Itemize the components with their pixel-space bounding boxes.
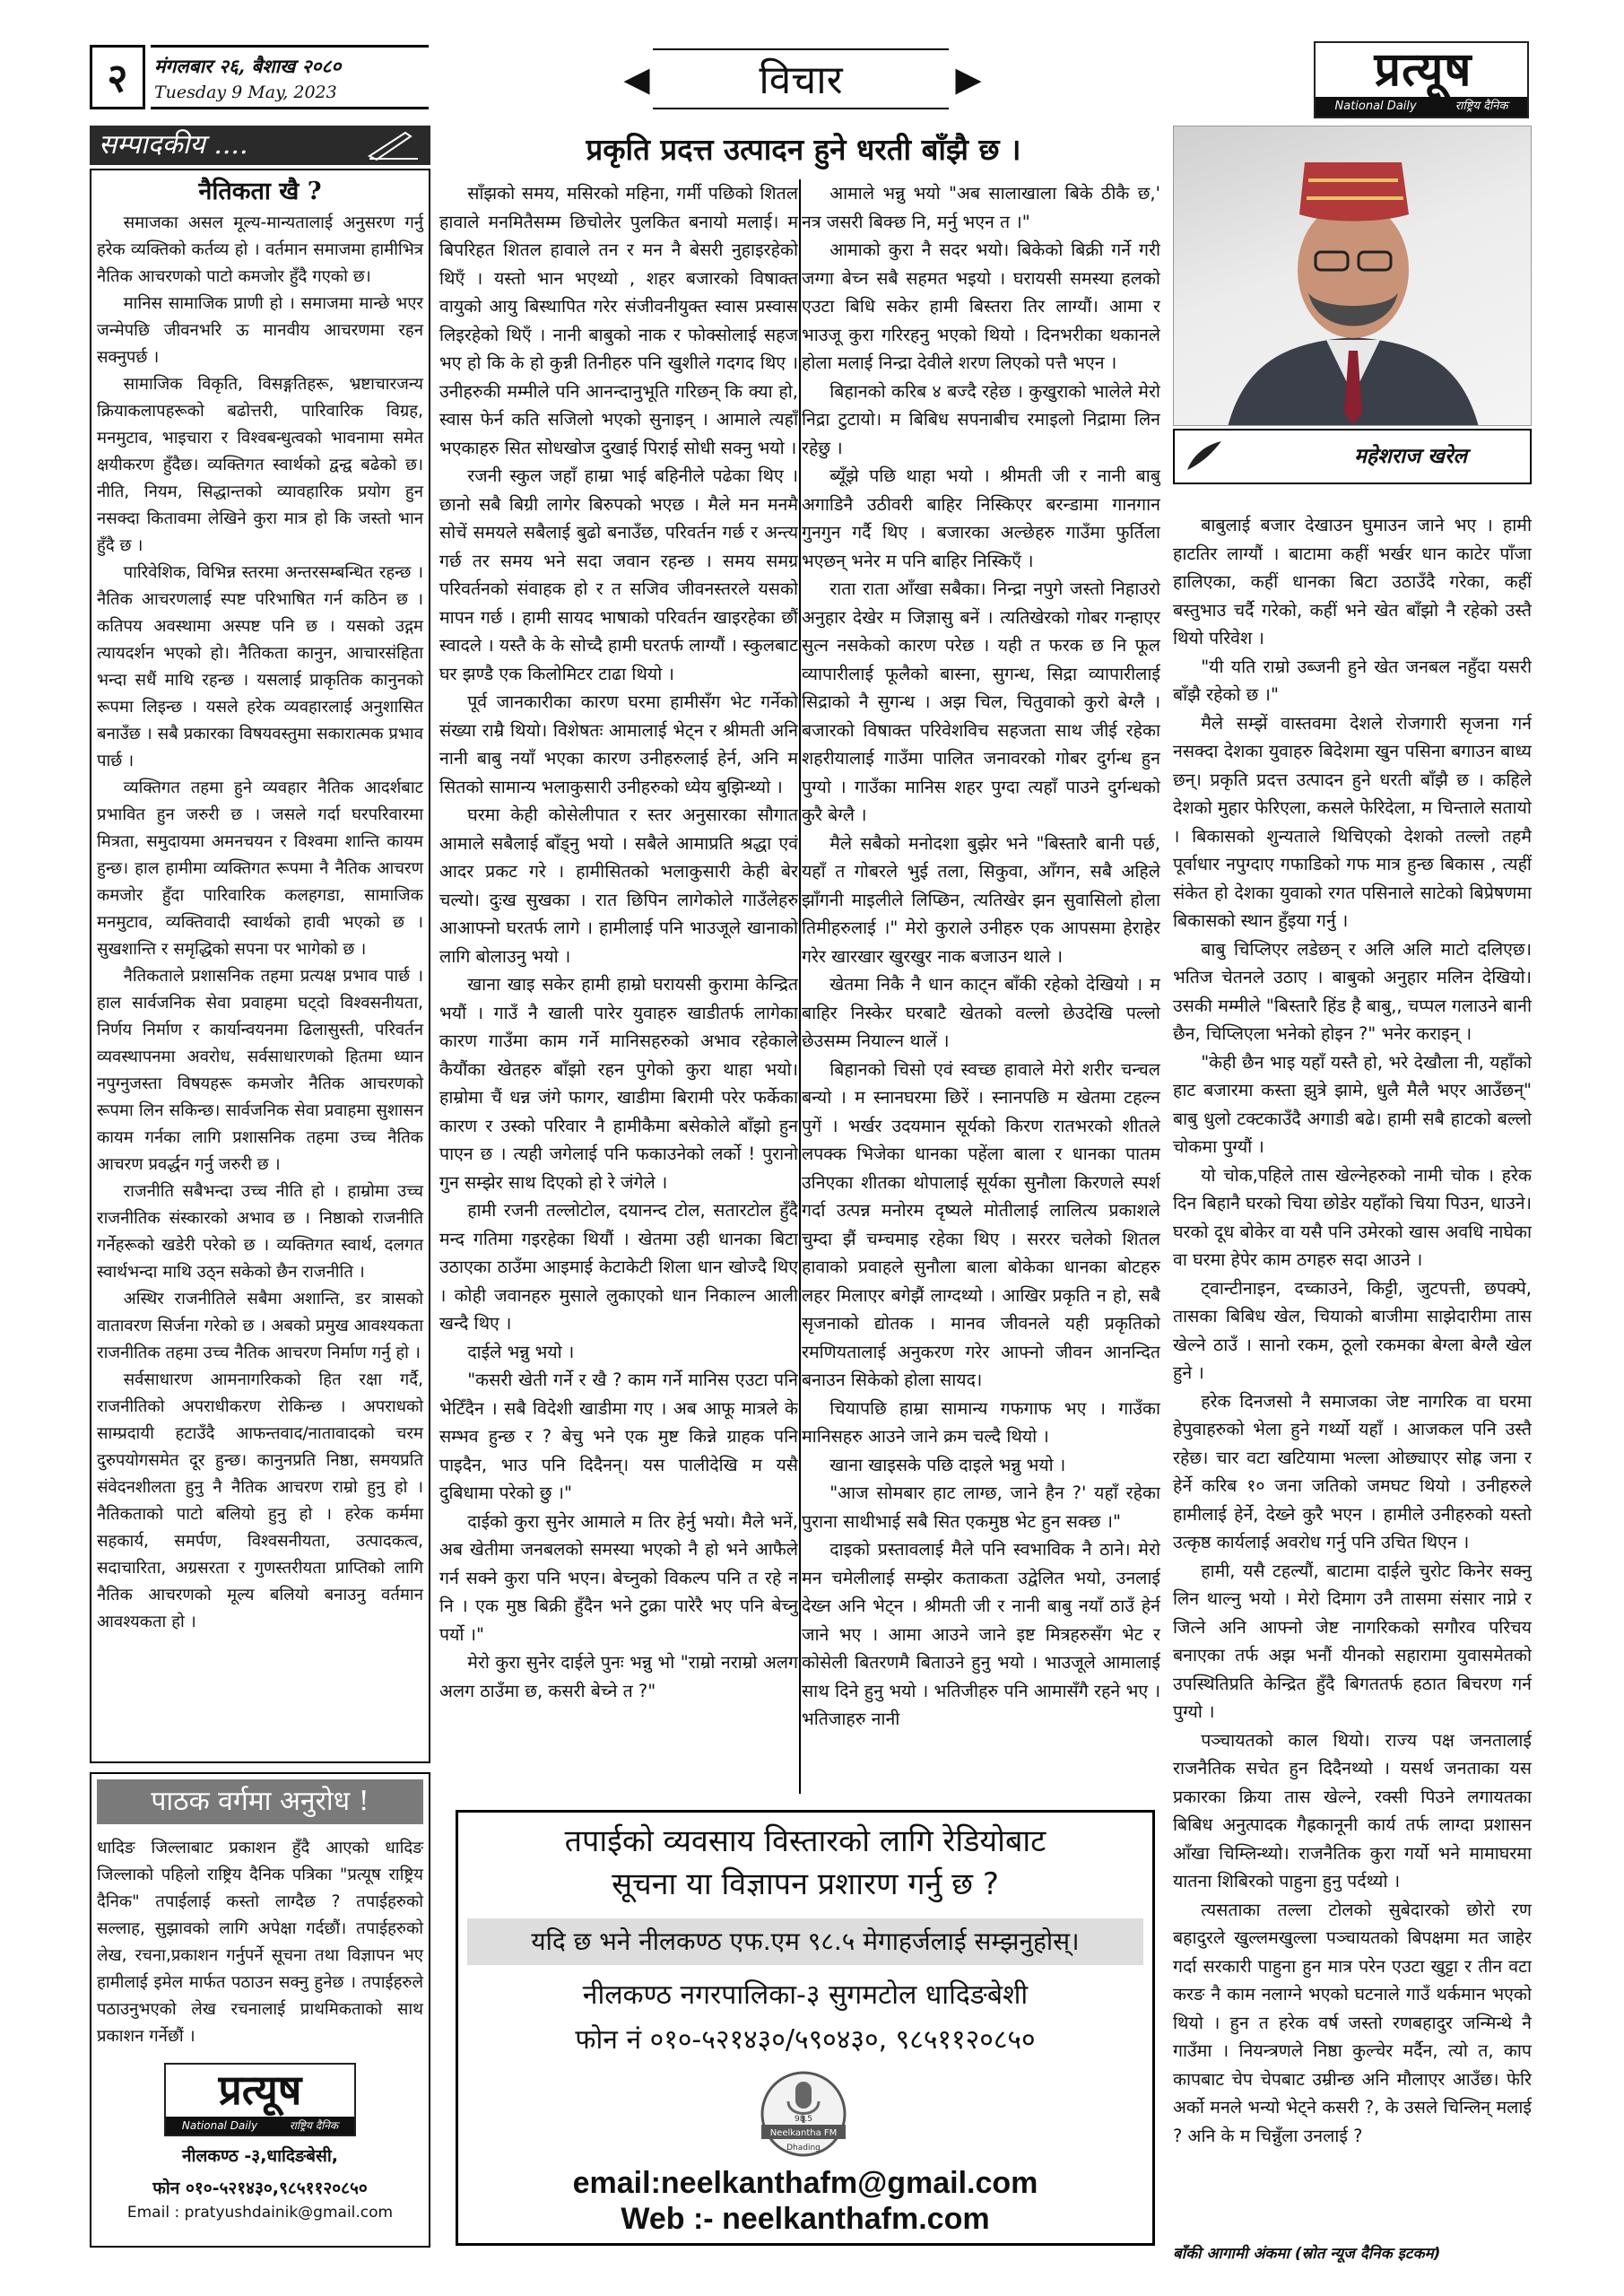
- article-paragraph: बिहानको करिब ४ बज्दै रहेछ । कुखुराको भालेले मेरो निद्रा टुटायो। म बिबिध सपनाबीच रमाइलो निद्रामा लिन रहेछु ।: [802, 380, 1160, 458]
- reader-email: Email : pratyushdainik@gmail.com: [126, 2204, 394, 2222]
- article-paragraph: "आज सोमबार हाट लाग्छ, जाने हैन ?' यहाँ रहेका पुराना साथीभाई सबै सित एकमुष्ठ भेट हुन सक्छ ।": [802, 1483, 1160, 1532]
- emblem-text: Neelkantha FM: [769, 2128, 838, 2138]
- article-paragraph: दाईले भन्नु भयो ।: [467, 1341, 575, 1362]
- newspaper-logo-text: प्रत्यूष: [218, 2066, 302, 2114]
- ad-line-2: सूचना या विज्ञापन प्रशारण गर्नु छ ?: [612, 1866, 999, 1902]
- editorial-label: [90, 126, 430, 165]
- logo-tag-right: राष्ट्रिय दैनिक: [289, 2119, 339, 2132]
- article-paragraph: घरमा केही कोसेलीपात र स्तर अनुसारका सौगात आमाले सबैलाई बाँड्नु भयो । सबैले आमाप्रति श्रद्धा एवं आदर प्रकट गरे । हामीसितको भलाकुसारी केही बेर चल्यो। दुःख सुखका । रात छिपिन लागेकोले गाउँलेहरु आआफ्नो घरतर्फ लागे । हामीलाई पनि भाउजूले खानाको लागि बोलाउनु भयो ।: [439, 804, 798, 967]
- left-arrow-icon: ◀: [623, 59, 650, 99]
- article-paragraph: राता राता आँखा सबैका। निन्द्रा नपुगे जस्तो निहाउरो अनुहार देखेर म जिज्ञासु बनें । त्यतिखेरको गोबर गन्हाएर सुत्न नसकेको कारण परेछ । यही त फरक छ नि फूल व्यापारीलाई फूलैको बास्ना, सुगन्ध, सिद्रा व्यापारीलाई सिद्राको नै सुगन्ध । अझ चिल, चितुवाको कुरो बेग्लै । बजारको विषाक्त परिवेशविच सहजता साथ जीई रहेका शहरीयालाई गाउँमा पालित जनावरको गोबर दुर्गन्ध हुन पुग्यो । गाउँका मानिस शहर पुग्दा त्यहाँ पाउने दुर्गन्धको कुरै बेग्लै ।: [802, 578, 1160, 825]
- section-title: विचार: [653, 48, 949, 109]
- right-arrow-icon: ▶: [955, 59, 982, 99]
- pen-icon: [366, 129, 420, 161]
- editorial-paragraph: सर्वसाधारण आमनागरिकको हित रक्षा गर्दै, राजनीतिको अपराधीकरण रोकिन्छ । अपराधको साम्प्रदायी हटाउँदै आफन्तवाद/नातावादको चरम दुरुपयोगसमेत दूर हुन्छ। कानुनप्रति निष्ठा, समयप्रति संवेदनशीलता हुनु नै नैतिक आचरण राम्रो हुनु हो । नैतिकताको पाटो बलियो हुनु हो । हरेक कर्ममा सहकार्य, समर्पण, विश्वसनीयता, उत्पादकत्व, सदाचारिता, अग्रसरता र गुणस्तरीयता प्राप्तिको लागि नैतिक आचरणको मूल्य बलियो बनाउनु वर्तमान आवश्यकता हो ।: [97, 1370, 423, 1631]
- article-paragraph: पञ्चायतको काल थियो। राज्य पक्ष जनतालाई राजनैतिक सचेत हुन दिदैनथ्यो । यसर्थ जनताका यस प्रकारका क्रिया तास खेल्ने, रक्सी पिउने लगायतका बिबिध अनुत्पादक गैह्रकानूनी कार्य तर्फ लाग्दा प्रशासन आँखा चिम्लिन्थ्यो। राजनैतिक कुरा गर्यो भने मामाघरमा यातना शिबिरको पाहुना हुनु पर्दथ्यो ।: [1173, 1729, 1532, 1892]
- article-paragraph: बाबु चिप्लिएर लडेछन् र अलि अलि माटो दलिएछ। भतिज चेतनले उठाए । बाबुको अनुहार मलिन देखियो। उसकी मम्मीले "बिस्तारै हिंड है बाबु,, चप्पल गलाउने बानी छैन, चिप्लिएला भनेको होइन ?" भनेर कराइन् ।: [1173, 938, 1532, 1044]
- article-paragraph: दाइको प्रस्तावलाई मैले पनि स्वभाविक नै ठाने। मेरो मन चमेलीलाई सम्झेर कताकता उद्वेलित भयो, उनलाई देख्न अनि भेट्न । श्रीमती जी र नानी बाबु नयाँ ठाउँ हेर्न जाने भए । आमा आउने जाने इष्ट मित्रहरुसँग भेट र कोसेली बितरणमै बिताउने हुनु भयो । भाउजूले आमालाई साथ दिने हुनु भयो । भतिजीहरु पनि आमासँगै रहने भए । भतिजाहरु नानी: [802, 1539, 1160, 1729]
- page-number: २: [90, 45, 145, 109]
- emblem-freq: 98.5: [794, 2115, 813, 2124]
- article-paragraph: चियापछि हाम्रा सामान्य गफगाफ भए । गाउँका मानिसहरु आउने जाने क्रम चल्दै थियो ।: [802, 1397, 1160, 1447]
- editorial-paragraph: नैतिकताले प्रशासनिक तहमा प्रत्यक्ष प्रभाव पार्छ । हाल सार्वजनिक सेवा प्रवाहमा घट्दो विश्वसनीयता, निर्णय निर्माण र कार्यान्वयनमा ढिलासुस्ती, परिवर्तन व्यवस्थापनमा अवरोध, सर्वसाधारणको हितमा ध्यान नपुग्नुजस्ता विषयहरू कमजोर नैतिक आचरणको रूपमा लिन सकिन्छ। सार्वजनिक सेवा प्रवाहमा सुशासन कायम गर्नका लागि प्रशासनिक तहमा उच्च नैतिक आचरण प्रवर्द्धन गर्नु जरुरी छ ।: [97, 967, 423, 1174]
- reader-address: नीलकण्ठ -३,धादिङबेसी,: [182, 2146, 338, 2166]
- masthead-tag-left: National Daily: [1334, 100, 1417, 113]
- article-paragraph: खाना खाइसके पछि दाइले भन्नु भयो ।: [829, 1454, 1066, 1475]
- editorial-column: [90, 169, 430, 1763]
- ad-website: Web :- neelkanthafm.com: [621, 2202, 990, 2236]
- newspaper-logo: [164, 2063, 356, 2136]
- emblem-place: Dhading: [786, 2144, 821, 2152]
- editorial-title: नैतिकता खै ?: [198, 178, 322, 205]
- article-paragraph: यो चोक,पहिले तास खेल्नेहरुको नामी चोक । हरेक दिन बिहानै घरको चिया छोडेर यहाँको चिया पिउन, धाउने। घरको दूध बोकेर वा यसै पनि उमेरको खास अवधि नाघेका वा घरमा हेपेर काम ठगहरु सदा आउने ।: [1173, 1164, 1532, 1270]
- article-paragraph: खेतमा निकै नै धान काट्न बाँकी रहेको देखियो । म बाहिर निस्केर घरबाटै खेतको वल्लो छेउदेखि पल्लो छेउसम्म नियाल्न थालें ।: [802, 974, 1160, 1051]
- date-block: [151, 45, 429, 109]
- article-paragraph: त्यसताका तल्ला टोलको सुबेदारको छोरो रण बहादुरले खुल्लमखुल्ला पञ्चायतको बिपक्षमा मत जाहेर गर्दा सरकारी पाहुना हुन मात्र परेन एउटा खुट्टा र तीन वटा करङ नै काम नलाग्ने भएको घटनाले गाउँ थर्कमान भएको थियो । हुन त हरेक वर्ष जस्तो रणबहादुर जन्मिन्थे नै गाउँमा । नियन्त्रणले निष्ठा कुल्चेर मर्दैन, त्यो त, काप कापबाट चेप चेपबाट उम्रीन्छ अनि मौलाएर आउँछ। फेरि अर्को मनले भन्यो भेट्ने कसरी ?, के उसले चिन्लिन् मलाई ? अनि के म चिन्नुँला उनलाई ?: [1173, 1899, 1532, 2146]
- article-column-2: [802, 179, 1160, 1794]
- editorial-paragraph: राजनीति सबैभन्दा उच्च नीति हो । हाम्रोमा उच्च राजनीतिक संस्कारको अभाव छ । निष्ठाको राजनीति गर्नेहरूको खडेरी परेको छ । व्यक्तिगत स्वार्थ, दलगत स्वार्थभन्दा माथि उठ्न सकेको छैन राजनीति ।: [97, 1182, 423, 1282]
- editorial-label-text: सम्पादकीय ....: [99, 129, 248, 161]
- continued-note: बाँकी आगामी अंकमा (स्रोत न्यूज दैनिक इटकम): [1173, 2245, 1441, 2263]
- article-column-1: [439, 179, 798, 1794]
- reader-request-text: धादिङ जिल्लाबाट प्रकाशन हुँदै आएको धादिङ जिल्लाको पहिलो राष्ट्रिय दैनिक पत्रिका "प्रत्यूष राष्ट्रिय दैनिक" तपाईलाई कस्तो लाग्दैछ ? तपाईहरुको सल्लाह, सुझावको लागि अपेक्षा गर्दछौं। तपाईहरुको लेख, रचना,प्रकाशन गर्नुपर्ने सूचना तथा विज्ञापन भए हामीलाई इमेल मार्फत पठाउन सक्नु हुनेछ । तपाईहरुले पठाउनुभएको लेख रचनालाई प्राथमिकताको साथ प्रकाशन गर्नेछौं ।: [97, 1839, 423, 2046]
- radio-advertisement: [456, 1810, 1155, 2246]
- article-paragraph: रजनी स्कुल जहाँ हाम्रा भाई बहिनीले पढेका थिए । छानो सबै बिग्री लागेर बिरुपको भएछ । मैले मन मनमै सोचें समयले सबैलाई बुढो बनाउँछ, परिवर्तन गर्छ र अन्त्य गर्छ तर समय भने सदा जवान रहन्छ । समय समग्र परिवर्तनको संवाहक हो र त सजिव जीवनस्तरले यसको मापन गर्छ । हामी सायद भाषाको परिवर्तन खाइरहेका छौं स्वादले । यस्तै के के सोच्दै हामी घरतर्फ लाग्यौं । स्कुलबाट घर झण्डै एक किलोमिटर टाढा थियो ।: [439, 465, 798, 684]
- editorial-paragraph: समाजका असल मूल्य-मान्यतालाई अनुसरण गर्नु हरेक व्यक्तिको कर्तव्य हो । वर्तमान समाजमा हामीभित्र नैतिक आचरणको पाटो कमजोर हुँदै गएको छ।: [97, 213, 423, 286]
- editorial-paragraph: व्यक्तिगत तहमा हुने व्यवहार नैतिक आदर्शबाट प्रभावित हुन जरुरी छ । जसले गर्दा घरपरिवारमा मित्रता, समुदायमा अमनचयन र विश्वमा शान्ति कायम हुन्छ। हाल हामीमा व्यक्तिगत रूपमा नै नैतिक आचरण कमजोर हुँदा पारिवारिक कलहगडा, सामाजिक मनमुटाव, व्यक्तिवादी स्वार्थको हावी भएको छ । सुखशान्ति र समृद्धिको सपना पर भागेको छ ।: [97, 778, 423, 959]
- article-paragraph: दाईको कुरा सुनेर आमाले म तिर हेर्नु भयो। मैले भनें, अब खेतीमा जनबलको समस्या भएको नै हो भने आफैले गर्न सक्ने कुरा पनि भएन। बेच्नुको विकल्प पनि त रहे न नि । एक मुष्ठ बिक्री हुँदैन भने टुक्रा पारेरै भए पनि बेच्नु पर्यो ।": [439, 1510, 798, 1645]
- ad-line-5: फोन नं ०१०-५२१४३०/५९०४३०, ९८५११२०८५०: [575, 2024, 1036, 2056]
- article-paragraph: आमाको कुरा नै सदर भयो। बिकेको बिक्री गर्ने गरी जग्गा बेच्न सबै सहमत भइयो । घरायसी समस्या हलको एउटा बिधि सकेर हामी बिस्तरा तिर लाग्यौं। आमा र भाउजू कुरा गरिरहनु भएको थियो । दिनभरीका थकानले होला मलाई निन्द्रा देवीले शरण लिएको पत्तै भएन ।: [802, 239, 1160, 373]
- editorial-paragraph: अस्थिर राजनीतिले सबैमा अशान्ति, डर त्रासको वातावरण सिर्जना गरेको छ । अबको प्रमुख आवश्यकता राजनीतिक तहमा उच्च नैतिक आचरण निर्माण गर्नु हो ।: [97, 1290, 423, 1362]
- article-paragraph: ट्वान्टीनाइन, दच्काउने, किट्टी, जुटपत्ती, छपक्पे, तासका बिबिध खेल, चियाको बाजीमा साझेदारीमा तास खेल्ने ठाउँ । सानो रकम, ठूलो रकमका बेग्ला बेग्लै खेल हुने ।: [1173, 1277, 1532, 1383]
- article-paragraph: हामी, यसै टहल्यौं, बाटामा दाईले चुरोट किनेर सक्नु लिन थाल्नु भयो । मेरो दिमाग उनै तासमा संसार नाप्ने र जित्ने अनि आफ्नो जेष्ट नागरिकको सगौरव परिचय बनाएका तर्फ अझ भनौं यीनको सहारामा युवासमेतको उपस्थितिप्रति केन्द्रित हुँदै बिगततर्फ हठात बिचरण गर्न पुग्यो ।: [1173, 1560, 1532, 1722]
- article-paragraph: "यी यति राम्रो उब्जनी हुने खेत जनबल नहुँदा यसरी बाँझै रहेको छ ।": [1173, 656, 1532, 705]
- radio-station-logo-icon: [745, 2069, 862, 2159]
- article-paragraph: मेरो कुरा सुनेर दाईले पुनः भन्नु भो "राम्रो नराम्रो अलग अलग ठाउँमा छ, कसरी बेच्ने त ?": [439, 1652, 798, 1701]
- date-nepali: मंगलबार २६, बैशाख २०८०: [154, 55, 342, 77]
- ad-email: email:neelkanthafm@gmail.com: [572, 2166, 1038, 2200]
- masthead-tag-right: राष्ट्रिय दैनिक: [1455, 100, 1508, 113]
- logo-tag-left: National Daily: [181, 2119, 258, 2132]
- ad-line-1: तपाईको व्यवसाय विस्तारको लागि रेडियोबाट: [564, 1823, 1046, 1859]
- ad-line-3: यदि छ भने नीलकण्ठ एफ.एम ९८.५ मेगाहर्जलाई सम्झनुहोस्।: [467, 1918, 1143, 1965]
- editorial-paragraph: सामाजिक विकृति, विसङ्गतिहरू, भ्रष्टाचारजन्य क्रियाकलापहरूको बढोत्तरी, पारिवारिक विग्रह, मनमुटाव, भाइचारा र विश्वबन्धुत्वको भावनामा समेत क्षयीकरण हुँदैछ। व्यक्तिगत स्वार्थको द्वन्द्व बढेको छ। नीति, नियम, सिद्धान्तको व्यावहारिक प्रयोग हुन नसक्दा कितावमा लेखिने कुरा मात्र हो कि जस्तो भान हुँदै छ ।: [97, 375, 423, 555]
- reader-request-heading: पाठक वर्गमा अनुरोध !: [97, 1779, 423, 1824]
- date-english: Tuesday 9 May, 2023: [154, 83, 337, 102]
- author-name: महेशराज खरेल: [1354, 444, 1467, 468]
- masthead-logo: [1314, 41, 1529, 118]
- ad-line-4: नीलकण्ठ नगरपालिका-३ सुगमटोल धादिङबेशी: [582, 1979, 1029, 2011]
- newspaper-logo-tagline: [166, 2117, 354, 2135]
- article-paragraph: खाना खाइ सकेर हामी हाम्रो घरायसी कुरामा केन्द्रित भयौं । गाउँ नै खाली पारेर युवाहरु खाडीतर्फ लागेका कारण गाउँमा काम गर्ने मानिसहरुको अभाव रहेकाले कैयौंका खेतहरु बाँझो रहन पुगेको कुरा थाहा भयो। हाम्रोमा चैं धन्न जंगे फागर, खाडीमा बिरामी परेर फर्केका कारण र उस्को परिवार नै हामीकैमा बसेकोले बाँझो हुन पाएन छ । त्यही जगेलाई पनि फकाउनेको लर्को ! पुरानो गुन सम्झेर साथ दिएको हो रे जंगेले ।: [439, 974, 798, 1193]
- article-paragraph: ब्यूँझे पछि थाहा भयो । श्रीमती जी र नानी बाबु अगाडिनै उठीवरी बाहिर निस्किएर बरन्डामा गानगान गुनगुन गर्दै थिए । बजारका अल्छेहरु गाउँमा फुर्तिला भएछन् भनेर म पनि बाहिर निस्किएँ ।: [802, 465, 1160, 571]
- editorial-paragraph: मानिस सामाजिक प्राणी हो । समाजमा मान्छे भएर जन्मेपछि जीवनभरि ऊ मानवीय आचरणमा रहन सक्नुपर्छ ।: [97, 294, 423, 367]
- article-paragraph: साँझको समय, मसिरको महिना, गर्मी पछिको शितल हावाले मनमितैसम्म छिचोलेर पुलकित बनायो मलाई। म बिपरिहत शितल हावाले तन र मन नै बेसरी नुहाइरहेको थिएँ । यस्तो भान भएथ्यो , शहर बजारको विषाक्त वायुको आयु बिस्थापित गरेर संजीवनीयुक्त स्वास प्रस्वास लिइरहेको थिएँ । नानी बाबुको नाक र फोक्सोलाई सहज भए हो कि के हो कुन्नी तिनीहरु पनि खुशीले गदगद थिए । उनीहरुकी मम्मीले पनि आनन्दानुभूति गरिछन् कि क्या हो, स्वास फेर्न कति सजिलो भएको सुनाइन् । आमाले त्यहाँ भएकाहरु सित सोधखोज दुखाई पिराई सोधी सक्नु भयो ।: [439, 183, 798, 458]
- masthead-logo-text: प्रत्यूष: [1374, 42, 1472, 97]
- column-divider: [799, 179, 801, 1794]
- article-paragraph: बाबुलाई बजार देखाउन घुमाउन जाने भए । हामी हाटतिर लाग्यौं । बाटामा कहीं भर्खर धान काटेर पाँजा हालिएका, कहीं धानका बिटा उठाउँदै गरेका, कहीं बस्तुभाउ चर्दै गरेको, कहीं भने खेत बाँझो नै रहेको उस्तै थियो परिवेश ।: [1173, 515, 1532, 648]
- article-column-3: [1173, 511, 1532, 2233]
- article-headline: प्रकृति प्रदत्त उत्पादन हुने धरती बाँझै छ ।: [586, 132, 1021, 167]
- editorial-paragraph: पारिवेशिक, विभिन्न स्तरमा अन्तरसम्बन्धित रहन्छ । नैतिक आचरणलाई स्पष्ट परिभाषित गर्न कठिन छ । कतिपय अवस्थामा अस्पष्ट पनि छ । यसको उद्गम त्यायदर्शन भएको हो। नैतिकता कानुन, आचारसंहिता भन्दा सधैं माथि रहन्छ । यसलाई प्राकृतिक कानुनको रूपमा लिइन्छ । यसले हरेक व्यवहारलाई अनुशासित बनाउँछ । सबै प्रकारका विषयवस्तुमा सकारात्मक प्रभाव पार्छ ।: [97, 563, 423, 770]
- article-paragraph: हरेक दिनजसो नै समाजका जेष्ट नागरिक वा घरमा हेपुवाहरुको भेला हुने गर्थ्यो यहाँ । आजकल पनि उस्तै रहेछ। चार वटा खटियामा भल्ला ओछ्याएर सोह्र जना र हेर्ने करिब १० जना जतिको जमघट थियो । उनीहरुले हामीलाई हेर्ने, देख्ने कुरै भएन । हामीले उनीहरुको यस्तो उत्कृष्ठ कार्यलाई अवरोध गर्नु पनि उचित थिएन ।: [1173, 1390, 1532, 1552]
- quill-icon: [1184, 438, 1225, 474]
- author-photo: [1173, 126, 1532, 426]
- article-paragraph: आमाले भन्नु भयो "अब सालाखाला बिके ठीकै छ,' नत्र जसरी बिक्छ नि, मर्नु भएन त ।": [802, 183, 1160, 232]
- portrait-illustration: [1174, 126, 1532, 426]
- reader-phone: फोन ०१०-५२१४३०,९८५११२०८५०: [152, 2179, 368, 2198]
- reader-request-box: [90, 1772, 430, 2248]
- article-paragraph: बिहानको चिसो एवं स्वच्छ हावाले मेरो शरीर चन्चल बन्यो । म स्नानघरमा छिरें । स्नानपछि म खेतमा टहल्न पुगें । भर्खर उदयमान सूर्यको किरण रातभरको शीतले लपक्क भिजेका धानका पहेंला बाला र धानका पातम उनिएका शीतका थोपालाई सूर्यका सुनौला किरणले स्पर्श गर्दा उत्पन्न मनोरम दृष्यले मोतीलाई लालित्य प्रकाशले चुम्दा झैं चम्चमाइ रहेका थिए । सररर चलेको शितल हावाको प्रवाहले सुनौला बाला बोकेका धानका बोटहरु लहर मिलाएर बगेझैं लाग्दथ्यो । आखिर प्रकृति न हो, सबै सृजनाको द्योतक । मानव जीवनले यही प्रकृतिको रमणियतालाई अनुकरण गरेर आफ्नो जीवन आनन्दित बनाउन सिकेको होला सायद।: [802, 1058, 1160, 1390]
- article-paragraph: मैले सबैको मनोदशा बुझेर भने "बिस्तारै बानी पर्छ, यहाँ त गोबरले भुई तला, सिकुवा, आँगन, सबै अहिले झाँगनी माइलीले लिप्छिन, त्यतिखेर झन सुवासिलो होला तिमीहरुलाई ।" मेरो कुराले उनीहरु एक आपसमा हेराहेर गरेर खारखार खुरखुर नाक बजाउन थाले ।: [802, 832, 1160, 967]
- article-paragraph: हामी रजनी तल्लोटोल, दयानन्द टोल, सतारटोल हुँदै मन्द गतिमा गइरहेका थियौं । खेतमा उही धानका बिटा उठाएका ठाउँमा आइमाई केटाकेटी शिला धान खोज्दै थिए । कोही जवानहरु मुसाले लुकाएको धान निकाल्न आली खन्दै थिए ।: [439, 1200, 798, 1334]
- article-paragraph: "कसरी खेती गर्ने र खै ? काम गर्ने मानिस एउटा पनि भेटिँदैन । सबै विदेशी खाडीमा गए । अब आफू मात्रले के सम्भव हुन्छ र ? बेचु भने एक मुष्ट किन्ने ग्राहक पनि पाइदैन, भाउ पनि दिदैनन्। यस पालीदेखि म यसै दुबिधामा परेको छु ।": [439, 1370, 798, 1503]
- article-paragraph: "केही छैन भाइ यहाँ यस्तै हो, भरे देखौला नी, यहाँको हाट बजारमा कस्ता झुत्रे झामे, धुलै मैलै भएर आउँछन्" बाबु धुलो टक्टकाउँदै अगाडी बढे। हामी सबै हाटको बल्लो चोकमा पुग्यौं ।: [1173, 1051, 1532, 1157]
- masthead-tagline: [1316, 97, 1527, 117]
- editorial-body: [97, 210, 423, 1636]
- author-byline: [1173, 429, 1532, 484]
- article-paragraph: मैले सम्झें वास्तवमा देशले रोजगारी सृजना गर्न नसक्दा देशका युवाहरु बिदेशमा खुन पसिना बगाउन बाध्य छन्। प्रकृति प्रदत्त उत्पादन हुने धरती बाँझै छ । कहिले देशको मुहार फेरिएला, कसले फेरिदेला, म चिन्ताले सतायो । बिकासको शुन्यताले थिचिएको देशको तल्लो तहमै पूर्वाधार नपुग्दाए गफाडिको गफ मात्र हुन्छ बिकास , त्यहीं संकेत हो देशका युवाको रगत पसिनाले साटेको बिप्रेषणमा बिकासको स्थान हुँइया गर्नु ।: [1173, 712, 1532, 931]
- article-paragraph: पूर्व जानकारीका कारण घरमा हामीसँग भेट गर्नेको संख्या राम्रै थियो। विशेषतः आमालाई भेट्न र श्रीमती अनि नानी बाबु नयाँ भएका कारण उनीहरुलाई हेर्न, अनि म सितको सामान्य भलाकुसारी उनीहरुको ध्येय बुझिन्थ्यो ।: [439, 691, 798, 797]
